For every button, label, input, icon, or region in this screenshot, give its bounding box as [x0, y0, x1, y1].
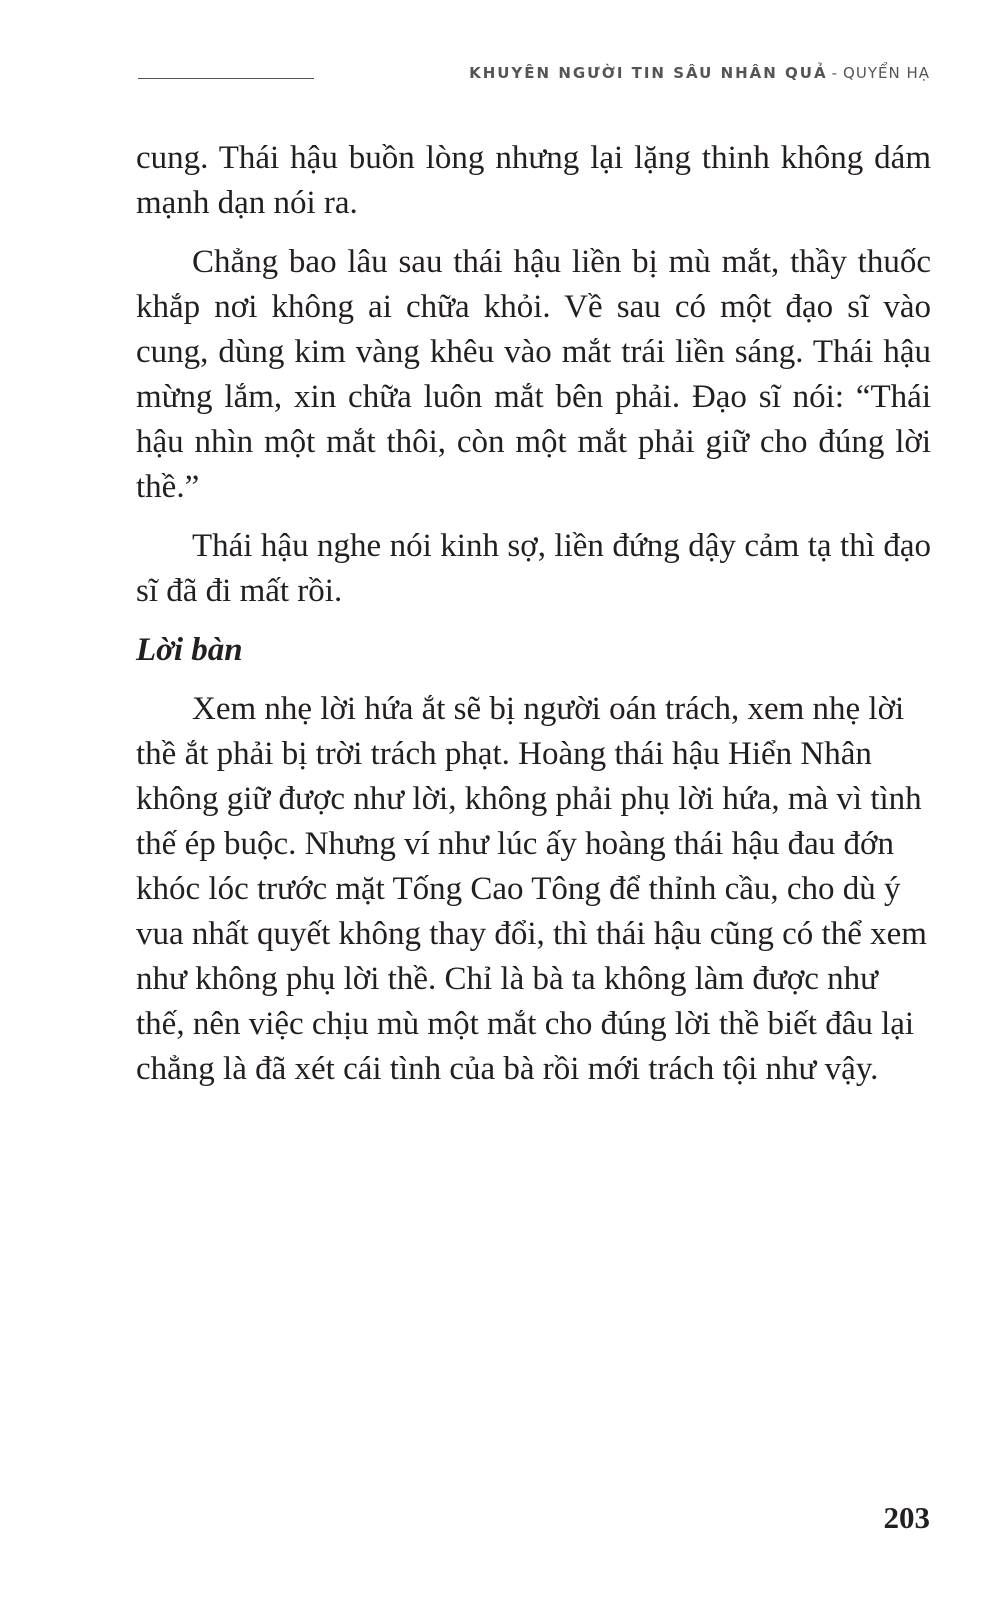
- book-title: KHUYÊN NGƯỜI TIN SÂU NHÂN QUẢ: [469, 64, 828, 82]
- running-header: [469, 64, 930, 82]
- paragraph-continued: cung. Thái hậu buồn lòng nhưng lại lặng thinh không dám mạnh dạn nói ra.: [136, 140, 931, 221]
- page-number: 203: [883, 1500, 930, 1535]
- commentary-paragraph: Xem nhẹ lời hứa ắt sẽ bị người oán trách, xem nhẹ lời thề ắt phải bị trời trách phạt. Hoàng thái hậu Hiển Nhân không giữ được như lời, không phải phụ lời hứa, mà vì tình thế ép buộc. Nhưng ví như lúc ấy hoàng thái hậu đau đớn khóc lóc trước mặt Tống Cao Tông để thỉnh cầu, cho dù ý vua nhất quyết không thay đổi, thì thái hậu cũng có thể xem như không phụ lời thề. Chỉ là bà ta không làm được như thế, nên việc chịu mù một mắt cho đúng lời thề biết đâu lại chẳng là đã xét cái tình của bà rồi mới trách tội như vậy.: [136, 691, 927, 1087]
- paragraph: Thái hậu nghe nói kinh sợ, liền đứng dậy cảm tạ thì đạo sĩ đã đi mất rồi.: [136, 528, 931, 609]
- paragraph: Chẳng bao lâu sau thái hậu liền bị mù mắt, thầy thuốc khắp nơi không ai chữa khỏi. Về sau có một đạo sĩ vào cung, dùng kim vàng khêu vào mắt trái liền sáng. Thái hậu mừng lắm, xin chữa luôn mắt bên phải. Đạo sĩ nói: “Thái hậu nhìn một mắt thôi, còn một mắt phải giữ cho đúng lời thề.”: [136, 244, 931, 505]
- volume-label: QUYỂN HẠ: [843, 64, 930, 82]
- section-heading: Lời bàn: [136, 632, 243, 668]
- header-rule: [138, 78, 314, 79]
- page-body: [136, 136, 931, 1106]
- header-separator: -: [831, 64, 840, 82]
